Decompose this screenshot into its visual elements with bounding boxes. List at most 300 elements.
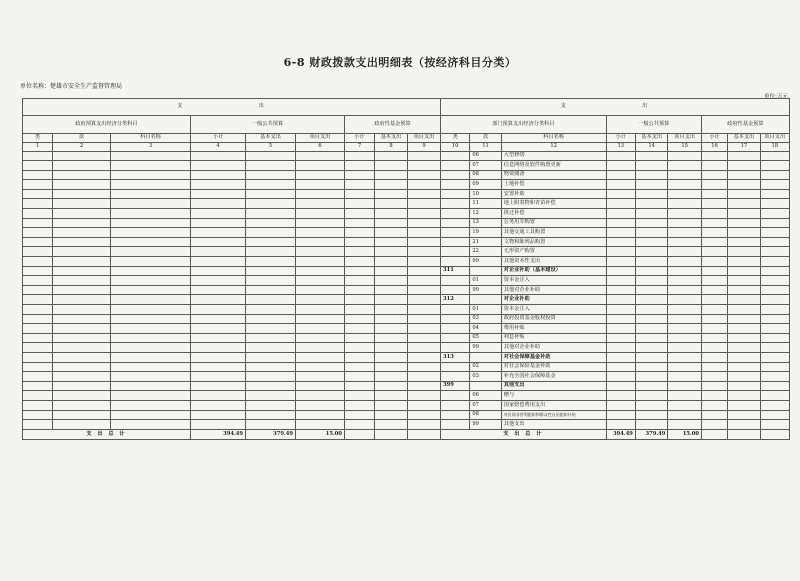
table-cell [668, 199, 702, 209]
table-cell [728, 381, 760, 391]
right-col-number: 14 [635, 142, 667, 151]
table-cell [296, 228, 345, 238]
right-col-header: 基本支出 [635, 133, 667, 142]
total-value: 379.49 [246, 429, 296, 439]
table-cell [375, 381, 408, 391]
subject-name: 无形资产购置 [501, 247, 606, 257]
table-cell [246, 410, 296, 420]
table-cell [760, 362, 789, 372]
table-cell [375, 391, 408, 401]
right-col-header: 基本支出 [728, 133, 760, 142]
table-cell [668, 305, 702, 315]
table-cell [760, 333, 789, 343]
table-cell [701, 218, 727, 228]
table-cell [53, 362, 111, 372]
subject-name: 赠与 [501, 391, 606, 401]
table-cell [701, 257, 727, 267]
table-row [441, 314, 790, 324]
table-cell [728, 372, 760, 382]
table-cell [728, 247, 760, 257]
table-cell [23, 381, 53, 391]
category-code [441, 285, 470, 295]
right-col-number: 12 [501, 142, 606, 151]
table-cell [701, 180, 727, 190]
table-row [23, 352, 441, 362]
table-cell [375, 410, 408, 420]
table-cell [701, 199, 727, 209]
table-cell [728, 324, 760, 334]
table-cell [345, 180, 375, 190]
table-cell [111, 257, 191, 267]
table-cell [408, 410, 441, 420]
table-cell [668, 266, 702, 276]
table-row [23, 180, 441, 190]
item-code: 05 [470, 333, 501, 343]
table-cell [728, 257, 760, 267]
right-expenditure-table [440, 98, 790, 440]
table-cell [191, 410, 246, 420]
table-cell [760, 257, 789, 267]
table-cell [606, 199, 635, 209]
table-cell [668, 410, 702, 420]
table-cell [53, 209, 111, 219]
table-cell [296, 305, 345, 315]
table-cell [111, 247, 191, 257]
table-cell [53, 266, 111, 276]
table-cell [701, 209, 727, 219]
table-cell [760, 228, 789, 238]
table-cell [606, 295, 635, 305]
table-cell [246, 161, 296, 171]
table-cell [375, 218, 408, 228]
subject-name: 土地补偿 [501, 180, 606, 190]
table-cell [760, 410, 789, 420]
table-cell [23, 189, 53, 199]
item-code: 99 [470, 420, 501, 430]
table-cell [246, 333, 296, 343]
table-cell [728, 209, 760, 219]
table-cell [408, 295, 441, 305]
table-cell [23, 295, 53, 305]
left-col-header: 基本支出 [375, 133, 408, 142]
table-cell [375, 151, 408, 161]
table-cell [606, 391, 635, 401]
table-cell [375, 372, 408, 382]
table-cell [408, 372, 441, 382]
category-code [441, 314, 470, 324]
table-cell [408, 276, 441, 286]
item-code: 08 [470, 410, 501, 420]
table-cell [23, 420, 53, 430]
table-row [441, 266, 790, 276]
table-cell [668, 420, 702, 430]
table-cell [760, 266, 789, 276]
table-cell [408, 257, 441, 267]
table-cell [345, 266, 375, 276]
table-cell [760, 391, 789, 401]
right-col-header: 类 [441, 133, 470, 142]
table-cell [606, 343, 635, 353]
table-cell [701, 305, 727, 315]
table-cell [606, 266, 635, 276]
category-code [441, 151, 470, 161]
table-row [441, 209, 790, 219]
category-code [441, 362, 470, 372]
table-cell [296, 209, 345, 219]
table-cell [635, 343, 667, 353]
table-cell [408, 314, 441, 324]
item-code: 99 [470, 285, 501, 295]
table-cell [191, 400, 246, 410]
left-col-header: 科目名称 [111, 133, 191, 142]
category-code [441, 410, 470, 420]
table-cell [668, 209, 702, 219]
category-code [441, 305, 470, 315]
table-row [23, 218, 441, 228]
item-code: 01 [470, 305, 501, 315]
table-cell [635, 276, 667, 286]
table-row [441, 333, 790, 343]
table-cell [668, 257, 702, 267]
table-cell [728, 343, 760, 353]
table-cell [701, 151, 727, 161]
table-cell [53, 381, 111, 391]
table-cell [191, 324, 246, 334]
table-cell [606, 170, 635, 180]
subject-name: 对民间非营利组织和群众性自治组织补贴 [501, 410, 606, 420]
table-cell [728, 305, 760, 315]
table-cell [53, 285, 111, 295]
item-code: 03 [470, 372, 501, 382]
table-cell [111, 189, 191, 199]
table-cell [760, 381, 789, 391]
table-cell [408, 189, 441, 199]
table-cell [23, 151, 53, 161]
table-cell [111, 314, 191, 324]
table-cell [345, 257, 375, 267]
table-cell [606, 400, 635, 410]
category-code [441, 209, 470, 219]
table-cell [728, 400, 760, 410]
subject-name: 其他支出 [501, 381, 606, 391]
table-cell [345, 161, 375, 171]
table-cell [606, 314, 635, 324]
table-cell [635, 180, 667, 190]
table-cell [345, 295, 375, 305]
table-cell [191, 381, 246, 391]
table-row [441, 276, 790, 286]
table-cell [701, 295, 727, 305]
subject-name: 国家赔偿费用支出 [501, 400, 606, 410]
table-cell [701, 400, 727, 410]
right-col-number: 11 [470, 142, 501, 151]
table-cell [760, 180, 789, 190]
left-col-header: 小计 [191, 133, 246, 142]
subject-name: 拆迁补偿 [501, 209, 606, 219]
table-cell [760, 209, 789, 219]
table-cell [191, 218, 246, 228]
subject-name: 其他对企业补助 [501, 343, 606, 353]
table-cell [111, 199, 191, 209]
right-group-b: 一般公共预算 [606, 115, 701, 133]
table-cell [191, 352, 246, 362]
table-cell [111, 276, 191, 286]
table-cell [296, 314, 345, 324]
table-cell [246, 218, 296, 228]
table-row [23, 362, 441, 372]
item-code: 99 [470, 343, 501, 353]
subject-name: 物资储备 [501, 170, 606, 180]
left-col-number: 8 [375, 142, 408, 151]
table-cell [191, 228, 246, 238]
table-cell [246, 295, 296, 305]
table-cell [701, 343, 727, 353]
table-cell [246, 276, 296, 286]
table-cell [23, 343, 53, 353]
table-cell [191, 420, 246, 430]
table-cell [111, 180, 191, 190]
table-cell [345, 333, 375, 343]
table-cell [728, 199, 760, 209]
table-row [441, 295, 790, 305]
table-cell [635, 247, 667, 257]
table-cell [408, 324, 441, 334]
subject-name: 政府投资基金股权投资 [501, 314, 606, 324]
left-header-top: 支 出 [23, 99, 441, 116]
table-cell [246, 228, 296, 238]
table-cell [296, 266, 345, 276]
category-code [441, 247, 470, 257]
table-cell [375, 170, 408, 180]
table-cell [701, 189, 727, 199]
table-cell [53, 410, 111, 420]
table-cell [246, 237, 296, 247]
table-cell [760, 343, 789, 353]
table-cell [246, 352, 296, 362]
table-cell [408, 170, 441, 180]
table-cell [111, 170, 191, 180]
table-cell [53, 151, 111, 161]
left-col-number: 7 [345, 142, 375, 151]
table-cell [23, 391, 53, 401]
table-cell [375, 343, 408, 353]
right-col-header: 项目支出 [760, 133, 789, 142]
unit-name: 单位名称：楚雄市安全生产监督管理局 [20, 83, 123, 90]
table-cell [635, 285, 667, 295]
table-cell [296, 151, 345, 161]
table-row [23, 314, 441, 324]
left-group-c: 政府性基金预算 [345, 115, 441, 133]
table-cell [728, 333, 760, 343]
table-cell [728, 218, 760, 228]
subject-name: 信息网络及软件购置更新 [501, 161, 606, 171]
table-cell [635, 170, 667, 180]
table-cell [635, 295, 667, 305]
table-cell [191, 333, 246, 343]
table-cell [635, 237, 667, 247]
subject-name: 补充全国社会保障基金 [501, 372, 606, 382]
item-code: 12 [470, 209, 501, 219]
table-cell [296, 180, 345, 190]
table-row [23, 420, 441, 430]
table-cell [191, 199, 246, 209]
table-cell [408, 180, 441, 190]
table-cell [408, 151, 441, 161]
table-cell [191, 189, 246, 199]
table-cell [701, 161, 727, 171]
table-cell [408, 285, 441, 295]
table-cell [53, 333, 111, 343]
table-cell [296, 420, 345, 430]
table-cell [345, 400, 375, 410]
table-cell [760, 429, 789, 439]
table-cell [53, 180, 111, 190]
table-row [441, 257, 790, 267]
table-cell [191, 266, 246, 276]
table-cell [606, 180, 635, 190]
table-cell [606, 237, 635, 247]
table-cell [408, 305, 441, 315]
table-cell [728, 228, 760, 238]
right-col-header: 款 [470, 133, 501, 142]
table-cell [635, 372, 667, 382]
category-code [441, 391, 470, 401]
table-row [441, 324, 790, 334]
subject-name: 对企业补助 [501, 295, 606, 305]
table-cell [375, 257, 408, 267]
table-cell [635, 161, 667, 171]
table-cell [728, 237, 760, 247]
table-cell [296, 352, 345, 362]
category-code [441, 276, 470, 286]
table-cell [296, 410, 345, 420]
table-cell [375, 199, 408, 209]
table-cell [191, 247, 246, 257]
table-cell [668, 180, 702, 190]
table-cell [345, 151, 375, 161]
table-cell [53, 228, 111, 238]
table-cell [375, 362, 408, 372]
table-cell [23, 237, 53, 247]
table-cell [246, 305, 296, 315]
table-cell [23, 352, 53, 362]
table-cell [296, 247, 345, 257]
table-cell [53, 352, 111, 362]
table-cell [246, 189, 296, 199]
table-cell [606, 218, 635, 228]
left-col-number: 6 [296, 142, 345, 151]
table-cell [246, 199, 296, 209]
table-cell [345, 362, 375, 372]
table-cell [246, 285, 296, 295]
category-code [441, 237, 470, 247]
table-cell [345, 228, 375, 238]
item-code: 19 [470, 228, 501, 238]
table-cell [23, 257, 53, 267]
category-code [441, 228, 470, 238]
table-cell [760, 305, 789, 315]
table-cell [23, 400, 53, 410]
table-cell [111, 228, 191, 238]
table-cell [635, 314, 667, 324]
table-cell [296, 400, 345, 410]
table-cell [606, 352, 635, 362]
table-cell [668, 381, 702, 391]
table-cell [23, 228, 53, 238]
subject-name: 文物和陈列品购置 [501, 237, 606, 247]
table-cell [23, 362, 53, 372]
subject-name: 安置补助 [501, 189, 606, 199]
table-cell [760, 247, 789, 257]
category-code [441, 170, 470, 180]
table-cell [408, 209, 441, 219]
table-cell [191, 391, 246, 401]
left-group-b: 一般公共预算 [191, 115, 345, 133]
category-code [441, 180, 470, 190]
table-cell [668, 295, 702, 305]
right-col-header: 科目名称 [501, 133, 606, 142]
table-row [23, 209, 441, 219]
table-cell [701, 314, 727, 324]
total-value: 379.49 [635, 429, 667, 439]
table-cell [606, 161, 635, 171]
table-cell [111, 151, 191, 161]
subject-name: 公务用车购置 [501, 218, 606, 228]
table-cell [296, 257, 345, 267]
table-cell [111, 285, 191, 295]
table-cell [760, 324, 789, 334]
table-cell [191, 305, 246, 315]
table-cell [111, 372, 191, 382]
table-cell [53, 276, 111, 286]
subject-name: 利息补贴 [501, 333, 606, 343]
table-cell [668, 237, 702, 247]
right-col-header: 小计 [701, 133, 727, 142]
category-code [441, 372, 470, 382]
table-cell [375, 429, 408, 439]
left-group-a: 政府预算支出经济分类科目 [23, 115, 191, 133]
table-cell [246, 170, 296, 180]
table-cell [701, 429, 727, 439]
table-cell [760, 372, 789, 382]
table-cell [296, 237, 345, 247]
total-label: 支 出 总 计 [441, 429, 607, 439]
table-cell [296, 324, 345, 334]
table-cell [296, 333, 345, 343]
table-cell [375, 324, 408, 334]
table-cell [111, 295, 191, 305]
table-cell [111, 343, 191, 353]
table-cell [53, 400, 111, 410]
item-code: 10 [470, 189, 501, 199]
table-cell [375, 276, 408, 286]
table-cell [668, 400, 702, 410]
table-cell [375, 266, 408, 276]
table-cell [635, 199, 667, 209]
table-cell [606, 420, 635, 430]
table-cell [345, 199, 375, 209]
left-col-header: 基本支出 [246, 133, 296, 142]
category-code [441, 199, 470, 209]
table-cell [760, 237, 789, 247]
table-cell [345, 352, 375, 362]
right-col-number: 13 [606, 142, 635, 151]
table-cell [375, 333, 408, 343]
table-cell [606, 151, 635, 161]
table-cell [728, 410, 760, 420]
page-title: 6-8 财政拨款支出明细表（按经济科目分类） [283, 56, 517, 69]
table-cell [668, 362, 702, 372]
